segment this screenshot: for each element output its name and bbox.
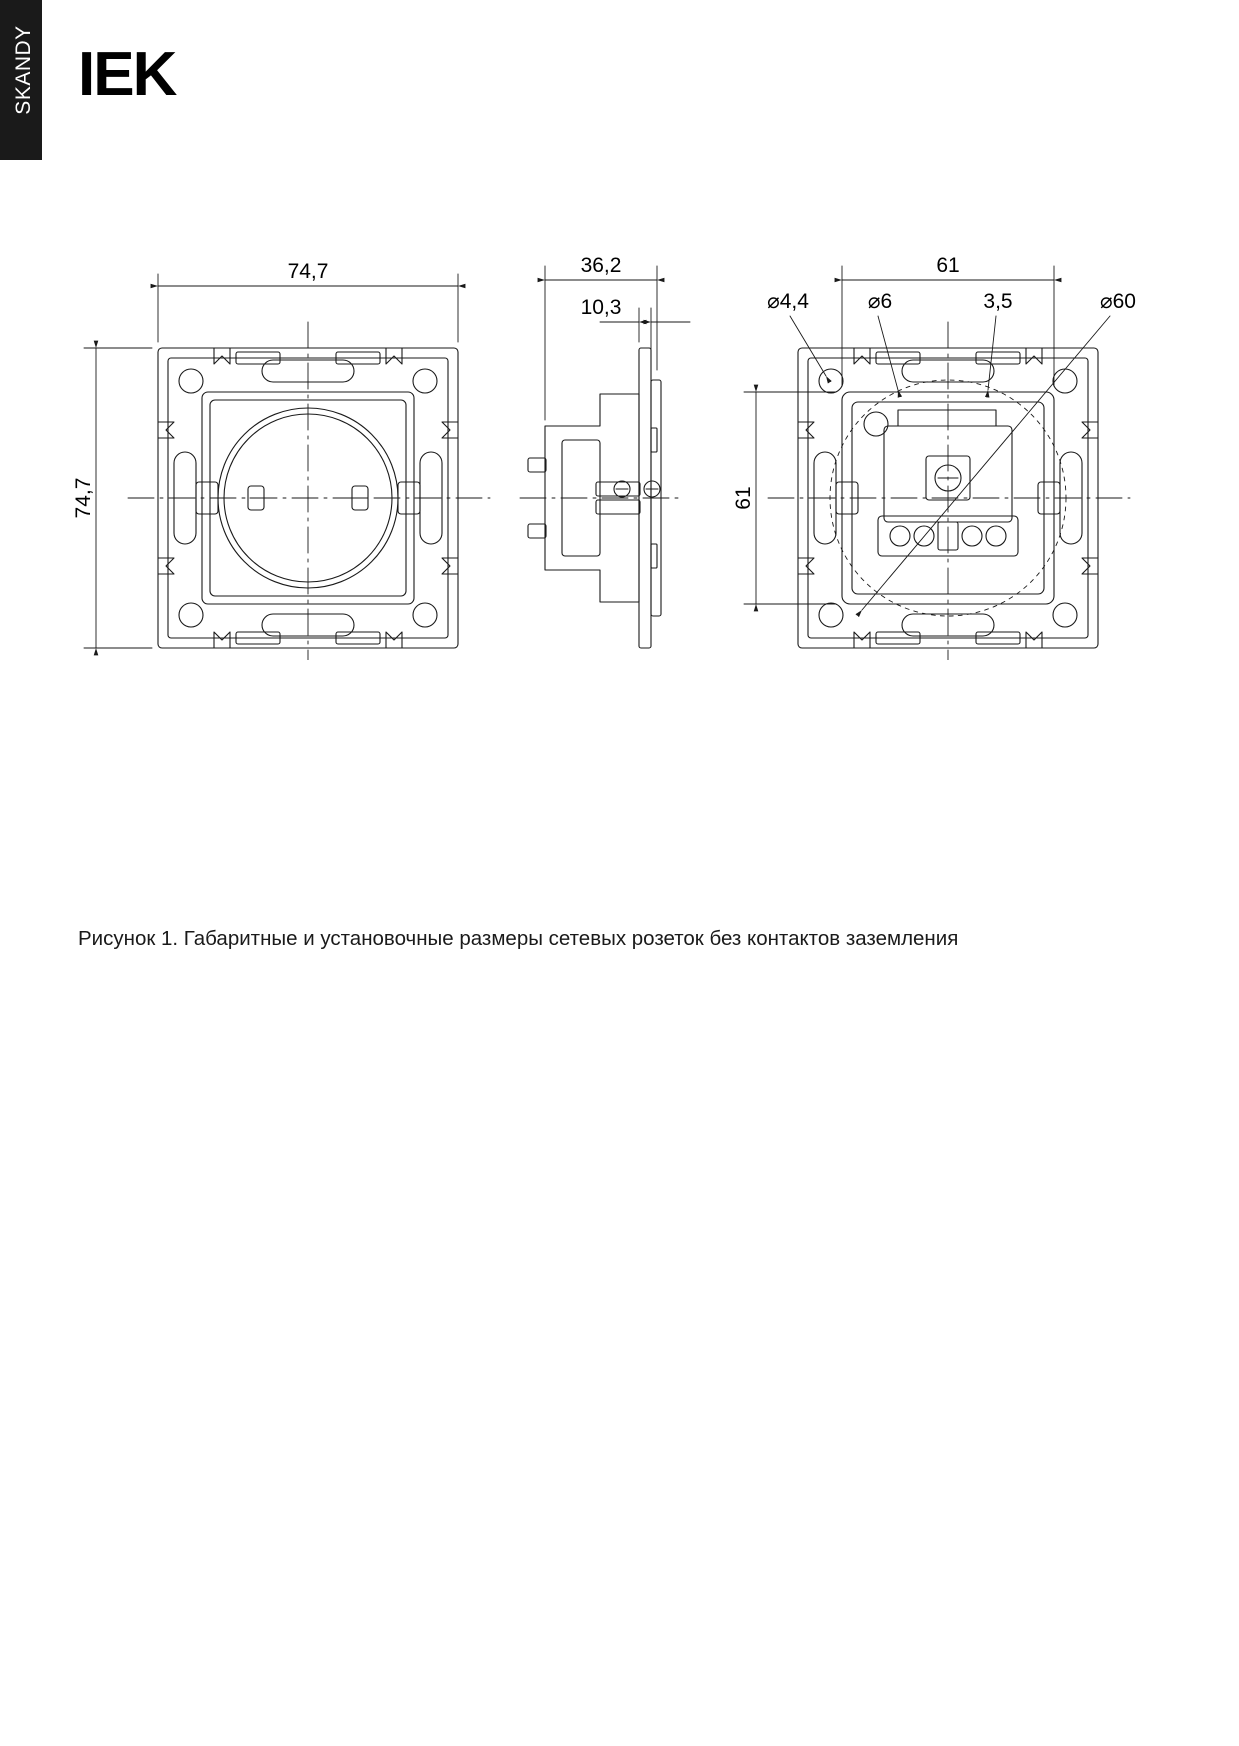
dimension-circle-60: ⌀60 bbox=[1099, 290, 1137, 313]
technical-drawing bbox=[0, 230, 1239, 660]
dimension-front-height: 74,7 bbox=[72, 477, 95, 519]
brand-logo: IEK bbox=[78, 40, 176, 109]
dimension-slot-3-5: 3,5 bbox=[983, 290, 1013, 313]
dimension-lines bbox=[84, 266, 1110, 648]
dimension-side-depth: 36,2 bbox=[580, 254, 622, 277]
brand-bar bbox=[0, 0, 42, 160]
figure-caption: Рисунок 1. Габаритные и установочные размеры сетевых розеток без контактов заземления bbox=[78, 927, 959, 950]
drawing-svg bbox=[0, 230, 1239, 660]
dimension-hole-6: ⌀6 bbox=[867, 290, 893, 313]
dimension-side-front-depth: 10,3 bbox=[580, 296, 622, 319]
dimension-labels bbox=[72, 254, 1136, 518]
dimension-front-width: 74,7 bbox=[287, 260, 329, 283]
brand-series-label: SKANDY bbox=[12, 25, 35, 115]
dimension-rear-width: 61 bbox=[936, 254, 960, 277]
dimension-hole-4-4: ⌀4,4 bbox=[767, 290, 809, 313]
dimension-rear-height: 61 bbox=[732, 486, 755, 510]
